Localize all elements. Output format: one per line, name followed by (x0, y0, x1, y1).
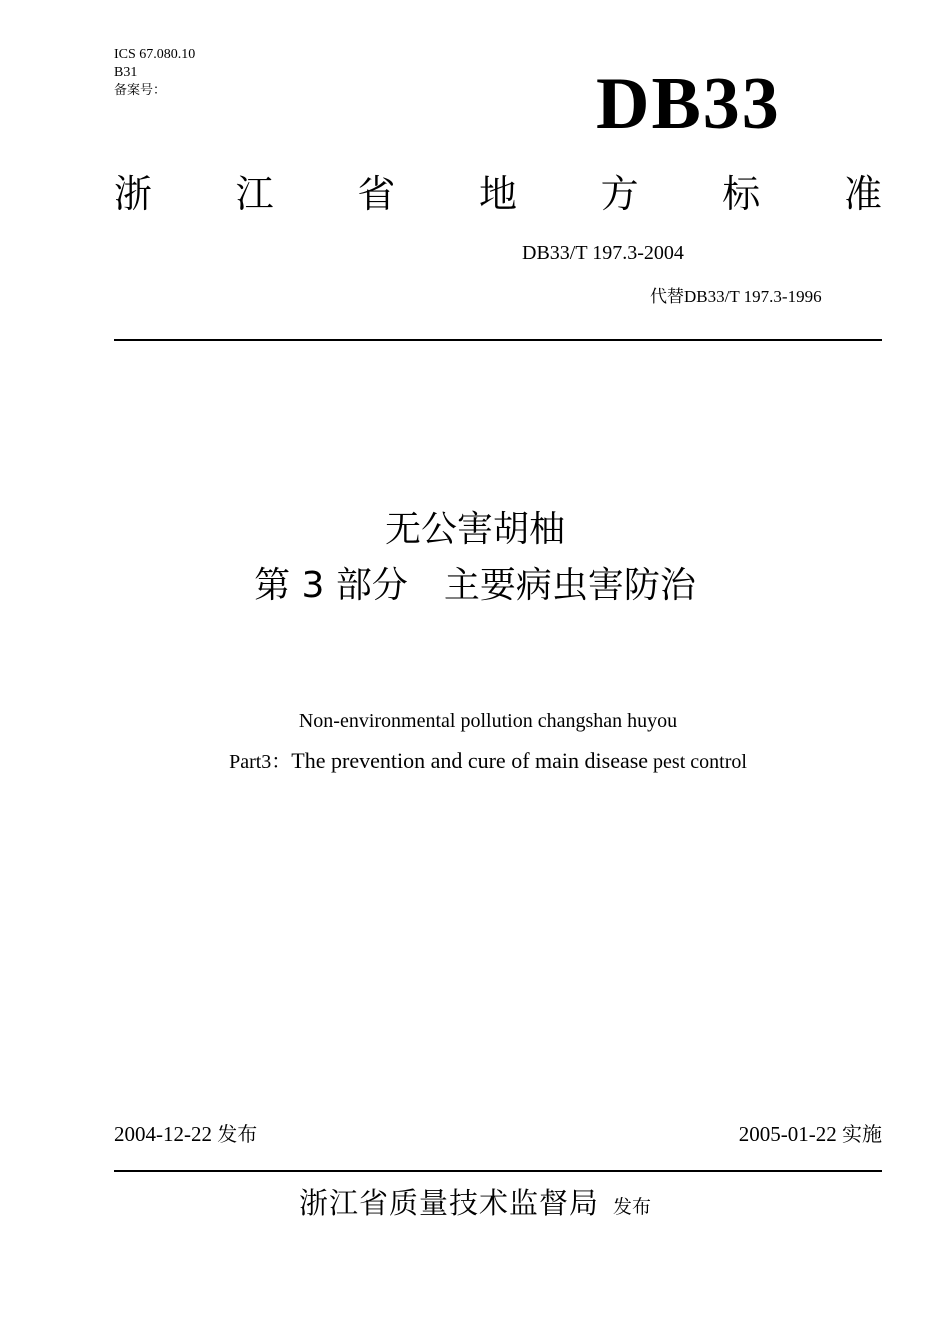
implement-label: 实施 (842, 1122, 882, 1146)
publisher-name: 浙江省质量技术监督局 (298, 1186, 599, 1220)
publisher (0, 1182, 950, 1224)
issue-date (114, 1120, 257, 1148)
english-title-main: The prevention and cure of main disease (291, 748, 649, 773)
implement-date (739, 1120, 882, 1148)
standard-type-char: 江 (235, 172, 274, 216)
issue-date-value: 2004-12-22 (114, 1122, 212, 1146)
english-title-suffix: pest control (648, 751, 747, 773)
standard-type-char: 地 (478, 172, 517, 216)
implement-date-value: 2005-01-22 (738, 1122, 837, 1146)
standard-type-char: 准 (843, 172, 882, 216)
bottom-divider (114, 1170, 882, 1172)
standard-type-char: 方 (600, 172, 639, 216)
standard-number: DB33/T 197.3-2004 (522, 242, 684, 264)
standard-type-title (114, 168, 882, 220)
classification-code: B31 (114, 65, 138, 80)
issue-label: 发布 (217, 1122, 258, 1146)
main-title-line1: 无公害胡柚 (384, 509, 565, 550)
publisher-suffix: 发布 (613, 1196, 652, 1218)
standard-type-char: 标 (722, 172, 761, 216)
record-number-label: 备案号： (114, 83, 167, 98)
english-title-line2 (0, 746, 950, 777)
english-title-line1: Non-environmental pollution changshan huyou (298, 710, 678, 732)
top-divider (114, 339, 882, 341)
main-title-line2: 第 3 部分 主要病虫害防治 (254, 565, 696, 606)
standard-logo: DB33 (596, 63, 781, 145)
replaces-standard: 代替DB33/T 197.3-1996 (650, 287, 822, 306)
english-title-part-label: Part3： (229, 751, 292, 773)
standard-type-char: 省 (357, 172, 396, 216)
standard-type-char: 浙 (114, 172, 153, 216)
ics-code: ICS 67.080.10 (114, 47, 196, 62)
